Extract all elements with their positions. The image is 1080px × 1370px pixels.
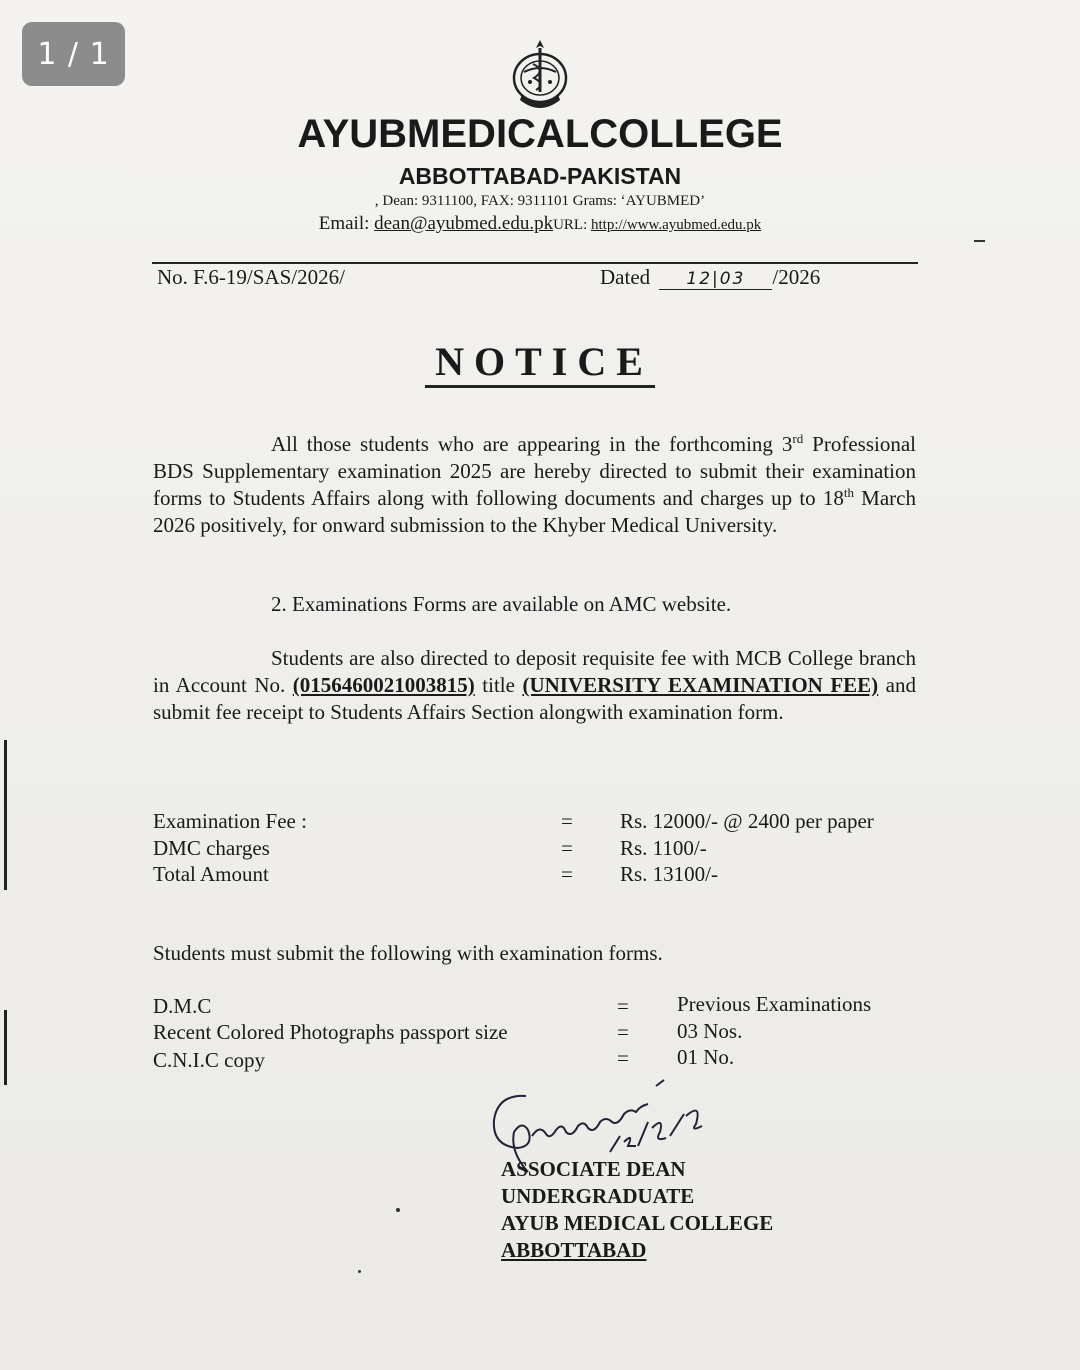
url-link[interactable]: http://www.ayubmed.edu.pk: [591, 217, 762, 233]
requirements-intro: Students must submit the following with examination forms.: [153, 941, 663, 965]
para2-text: 2. Examinations Forms are available on AMC website.: [271, 592, 732, 616]
notice-title: [0, 338, 1080, 385]
margin-mark: [974, 240, 985, 242]
requirement-value: Previous Examinations: [677, 992, 872, 1016]
reference-number: No. F.6-19/SAS/2026/: [157, 265, 345, 289]
fee-label: Examination Fee :: [153, 809, 307, 833]
notice-title-text: NOTICE: [425, 339, 655, 388]
para3-text-a: Students are also directed to deposit requisite fee with MCB College branch in Account No.: [153, 646, 916, 697]
college-name: AYUBMEDICALCOLLEGE: [297, 112, 783, 156]
ink-speck: [396, 1208, 400, 1212]
requirement-equals: =: [617, 1020, 629, 1044]
account-title: (UNIVERSITY EXAMINATION FEE): [522, 673, 879, 697]
fee-equals: =: [561, 862, 573, 886]
para1-text-a: All those students who are appearing in the forthcoming 3: [271, 432, 793, 456]
para3-text-b: title: [474, 673, 523, 697]
dated-label: Dated: [600, 265, 651, 289]
fee-value: Rs. 13100/-: [620, 862, 719, 886]
requirement-label: Recent Colored Photographs passport size: [153, 1020, 508, 1044]
notice-paragraph-2: [153, 591, 916, 618]
requirement-equals: =: [617, 1046, 629, 1070]
requirement-value: 03 Nos.: [677, 1019, 743, 1043]
college-emblem-icon: [500, 34, 580, 114]
requirement-label: D.M.C: [153, 994, 212, 1018]
dated-year: /2026: [772, 265, 821, 289]
signatory-line-2: UNDERGRADUATE: [501, 1184, 695, 1208]
requirement-value: 01 No.: [677, 1045, 735, 1069]
para1-sup-2: th: [843, 485, 854, 500]
account-number: (0156460021003815): [292, 673, 475, 697]
fee-value: Rs. 12000/- @ 2400 per paper: [620, 809, 874, 833]
signatory-block: [501, 1156, 773, 1264]
email-link[interactable]: dean@ayubmed.edu.pk: [374, 213, 554, 234]
fee-value: Rs. 1100/-: [620, 836, 707, 860]
ink-speck: [358, 1270, 361, 1273]
para1-text-b: Professional BDS Supplementary examination 2025 are hereby directed to submit their examination forms to Students Affairs along with following documents and charges up to 18: [153, 432, 916, 510]
fee-label: DMC charges: [153, 836, 270, 860]
page-counter: 1 / 1: [22, 22, 125, 86]
para3-text-c: and submit fee receipt to Students Affairs Section alongwith examination form.: [153, 673, 917, 724]
para1-text-c: March 2026 positively, for onward submission to the Khyber Medical University.: [153, 486, 916, 537]
notice-paragraph-3: [153, 645, 916, 726]
url-label: URL:: [553, 217, 591, 233]
fee-equals: =: [561, 809, 573, 833]
header-rule: [152, 262, 918, 264]
dated-handwritten: 12|03: [659, 269, 772, 290]
page-edge-shadow: [4, 740, 7, 890]
para1-sup-1: rd: [792, 431, 804, 446]
fee-label: Total Amount: [153, 862, 269, 886]
page-edge-shadow: [4, 1010, 7, 1085]
email-label: Email:: [318, 213, 375, 234]
requirement-label: C.N.I.C copy: [153, 1048, 265, 1072]
signatory-line-1: ASSOCIATE DEAN: [501, 1157, 686, 1181]
fee-equals: =: [561, 836, 573, 860]
signatory-line-4: ABBOTTABAD: [501, 1238, 647, 1262]
contact-line: , Dean: 9311100, FAX: 9311101 Grams: ‘AYUBMED’: [374, 193, 706, 209]
requirement-equals: =: [617, 994, 629, 1018]
signatory-line-3: AYUB MEDICAL COLLEGE: [501, 1211, 774, 1235]
email-line: [0, 213, 1080, 235]
dated-field: [600, 265, 820, 290]
college-city: ABBOTTABAD-PAKISTAN: [398, 163, 682, 189]
notice-paragraph-1: [153, 431, 916, 539]
